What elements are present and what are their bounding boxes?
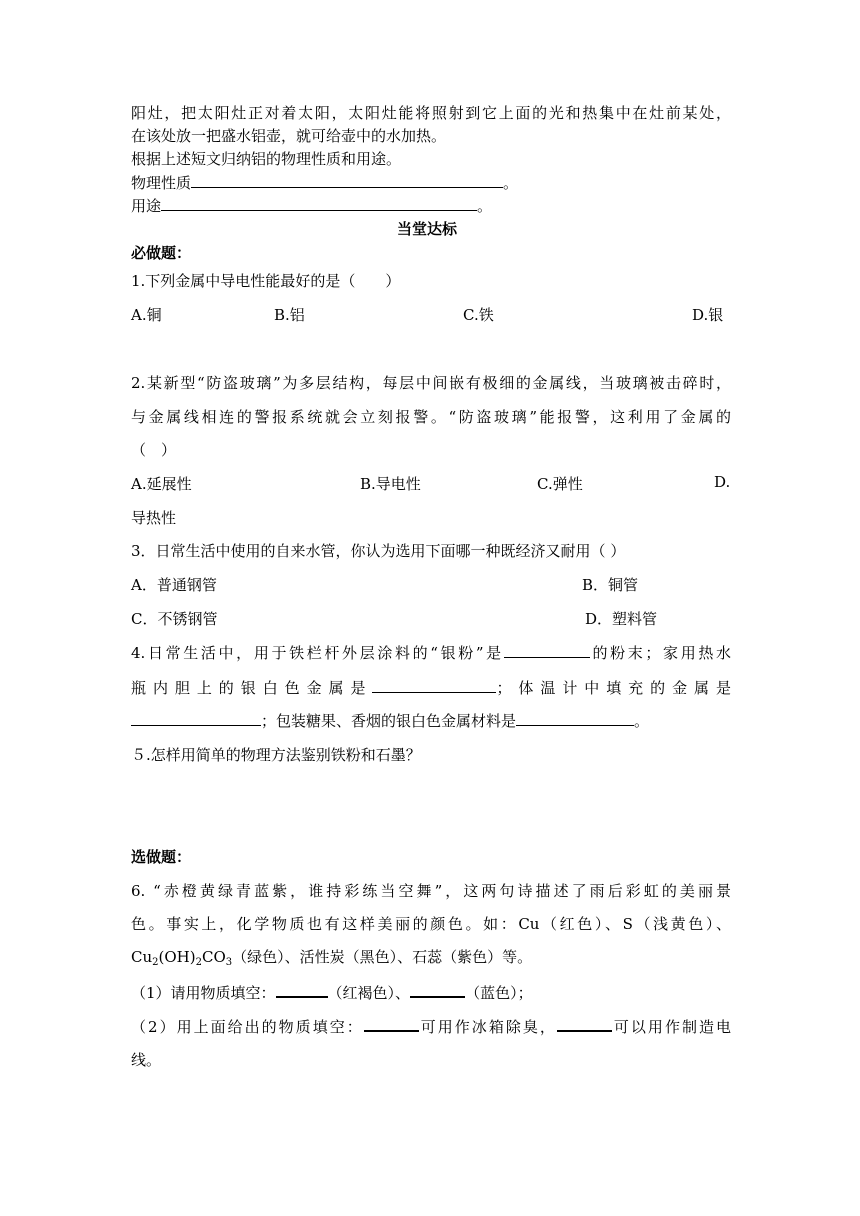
- question-6-line-1: 6. “赤橙黄绿青蓝紫，谁持彩练当空舞”，这两句诗描述了雨后彩虹的美丽景: [131, 882, 731, 900]
- q2-option-b[interactable]: B.导电性: [360, 475, 421, 493]
- period: 。: [477, 197, 493, 215]
- q6-text: （1）请用物质填空：: [131, 984, 276, 1002]
- use-line: [131, 195, 731, 216]
- q4-text: 的粉末；家用热水: [589, 644, 731, 662]
- q3-option-d[interactable]: D．塑料管: [585, 610, 658, 628]
- question-6-part-1: [131, 982, 731, 1003]
- q1-option-d[interactable]: D.银: [692, 306, 724, 324]
- section-title: 当堂达标: [397, 220, 458, 238]
- question-4-line-1: [131, 642, 731, 663]
- q2-option-a[interactable]: A.延展性: [131, 475, 192, 493]
- question-3-stem: 3．日常生活中使用的自来水管，你认为选用下面哪一种既经济又耐用（ ）: [131, 542, 626, 560]
- q6-text: （2）用上面给出的物质填空：: [131, 1018, 364, 1036]
- question-6-part-2: [131, 1016, 731, 1037]
- q4-text: ；体温计中填充的金属是: [496, 679, 731, 697]
- q6-text: 可用作冰箱除臭，: [418, 1018, 557, 1036]
- q3-option-a[interactable]: A．普通钢管: [131, 576, 217, 594]
- question-6-line-2: 色。事实上，化学物质也有这样美丽的颜色。如：Cu（红色）、S（浅黄色）、: [131, 915, 731, 933]
- q4-blank-1[interactable]: [504, 644, 590, 658]
- q6-text: （蓝色）；: [465, 984, 533, 1002]
- question-1-stem: 1.下列金属中导电性能最好的是（ ）: [131, 272, 401, 290]
- q3-option-b[interactable]: B．铜管: [582, 576, 639, 594]
- q4-text: ；包装糖果、香烟的银白色金属材料是: [261, 712, 517, 730]
- question-2-line-1: 2.某新型“防盗玻璃”为多层结构，每层中间嵌有极细的金属线，当玻璃被击碎时，: [131, 374, 731, 392]
- q4-text: 4.日常生活中，用于铁栏杆外层涂料的“银粉”是: [131, 644, 504, 662]
- period: 。: [503, 174, 519, 192]
- question-2-line-3: （ ）: [131, 441, 177, 459]
- use-label: 用途: [131, 197, 162, 215]
- question-4-line-3: [131, 710, 731, 731]
- q6-text: （绿色）、活性炭（黑色）、石蕊（紫色）等。: [232, 948, 533, 966]
- property-line: [131, 172, 731, 193]
- q4-blank-4[interactable]: [516, 712, 634, 726]
- q6-blank-4[interactable]: [557, 1017, 612, 1032]
- q2-option-d[interactable]: D.: [714, 473, 731, 491]
- optional-label: 选做题：: [131, 848, 192, 866]
- intro-line-2: 在该处放一把盛水铝壶，就可给壶中的水加热。: [131, 127, 447, 145]
- intro-line-3: 根据上述短文归纳铝的物理性质和用途。: [131, 150, 402, 168]
- q4-text: 瓶内胆上的银白色金属是: [131, 679, 373, 697]
- q6-blank-3[interactable]: [364, 1017, 419, 1032]
- q6-text: （红褐色）、: [327, 984, 411, 1002]
- q4-blank-3[interactable]: [131, 712, 261, 726]
- q1-option-a[interactable]: A.铜: [131, 306, 162, 324]
- question-2-line-2: 与金属线相连的警报系统就会立刻报警。“防盗玻璃”能报警，这利用了金属的: [131, 408, 731, 426]
- question-5-stem: ５.怎样用简单的物理方法鉴别铁粉和石墨？: [131, 746, 421, 764]
- q1-option-b[interactable]: B.铝: [274, 306, 305, 324]
- intro-line-1: 阳灶，把太阳灶正对着太阳，太阳灶能将照射到它上面的光和热集中在灶前某处，: [131, 104, 731, 122]
- q3-option-c[interactable]: C．不锈钢管: [131, 610, 218, 628]
- q4-blank-2[interactable]: [372, 679, 496, 693]
- q6-blank-2[interactable]: [410, 983, 465, 998]
- property-label: 物理性质: [131, 174, 192, 192]
- q1-option-c[interactable]: C.铁: [463, 306, 494, 324]
- q6-text: 可以用作制造电: [611, 1018, 731, 1036]
- q6-blank-1[interactable]: [276, 983, 328, 998]
- question-6-part-2-wrap: 线。: [131, 1051, 162, 1069]
- property-blank[interactable]: [191, 174, 503, 188]
- q2-option-d-text: 导热性: [131, 509, 177, 527]
- question-6-line-3: [131, 946, 731, 967]
- q4-text: 。: [634, 712, 650, 730]
- use-blank[interactable]: [161, 197, 477, 211]
- q2-option-c[interactable]: C.弹性: [537, 475, 583, 493]
- chemical-formula: $Cu_2(OH)_2CO_3$: [131, 948, 233, 968]
- question-4-line-2: [131, 677, 731, 698]
- required-label: 必做题：: [131, 244, 192, 262]
